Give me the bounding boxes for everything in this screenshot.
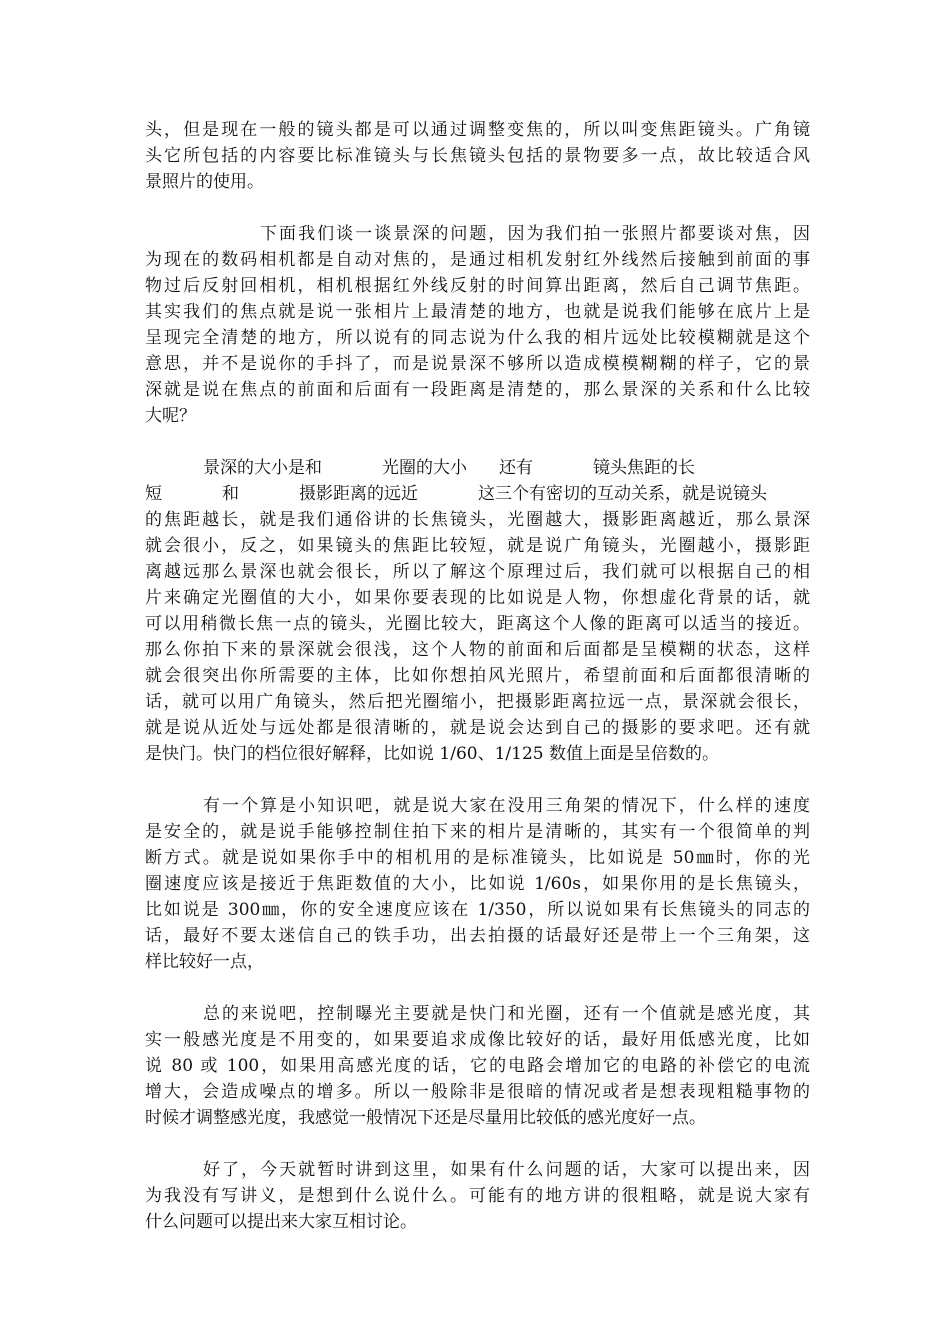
text-line: 样比较好一点， — [145, 952, 264, 972]
text-line: 比如说是 300㎜，你的安全速度应该在 1/350，所以说如果有长焦镜头的同志的 — [145, 900, 810, 920]
document-page — [145, 117, 810, 1261]
text-line: 为现在的数码相机都是自动对焦的，是通过相机发射红外线然后接触到前面的事 — [145, 250, 810, 270]
text-fragment: 短 — [145, 484, 162, 504]
paragraph-6 — [145, 1157, 810, 1235]
text-fragment: 这三个有密切的互动关系，就是说镜头 — [478, 484, 767, 504]
text-fragment: 镜头焦距的长 — [593, 458, 695, 478]
text-line: 增大，会造成噪点的增多。所以一般除非是很暗的情况或者是想表现粗糙事物的 — [145, 1082, 810, 1102]
text-line: 下面我们谈一谈景深的问题，因为我们拍一张照片都要谈对焦，因 — [260, 224, 810, 244]
text-line: 有一个算是小知识吧，就是说大家在没用三角架的情况下，什么样的速度 — [203, 796, 810, 816]
text-line: 时候才调整感光度，我感觉一般情况下还是尽量用比较低的感光度好一点。 — [145, 1108, 706, 1128]
text-line: 意思，并不是说你的手抖了，而是说景深不够所以造成模模糊糊的样子，它的景 — [145, 354, 810, 374]
text-line: 什么问题可以提出来大家互相讨论。 — [145, 1212, 417, 1232]
text-line: 断方式。就是说如果你手中的相机用的是标准镜头，比如说是 50㎜时，你的光 — [145, 848, 810, 868]
text-line: 物过后反射回相机，相机根据红外线反射的时间算出距离，然后自己调节焦距。 — [145, 276, 810, 296]
text-line — [145, 455, 810, 481]
text-fragment: 景深的大小是和 — [203, 458, 322, 478]
text-fragment: 光圈的大小 — [382, 458, 467, 478]
text-line: 为我没有写讲义，是想到什么说什么。可能有的地方讲的很粗略，就是说大家有 — [145, 1186, 810, 1206]
text-line: 头，但是现在一般的镜头都是可以通过调整变焦的，所以叫变焦距镜头。广角镜 — [145, 120, 810, 140]
text-fragment: 和 — [222, 484, 239, 504]
text-line: 话，就可以用广角镜头，然后把光圈缩小，把摄影距离拉远一点，景深就会很长， — [145, 692, 810, 712]
text-line: 总的来说吧，控制曝光主要就是快门和光圈，还有一个值就是感光度，其 — [203, 1004, 810, 1024]
text-line: 就会很小，反之，如果镜头的焦距比较短，就是说广角镜头，光圈越小，摄影距 — [145, 536, 810, 556]
text-fragment: 摄影距离的远近 — [299, 484, 418, 504]
text-line: 好了，今天就暂时讲到这里，如果有什么问题的话，大家可以提出来，因 — [203, 1160, 810, 1180]
text-line: 是安全的，就是说手能够控制住拍下来的相片是清晰的，其实有一个很简单的判 — [145, 822, 810, 842]
text-line: 那么你拍下来的景深就会很浅，这个人物的前面和后面都是呈模糊的状态，这样 — [145, 640, 810, 660]
text-line: 是快门。快门的档位很好解释，比如说 1/60、1/125 数值上面是呈倍数的。 — [145, 744, 719, 764]
paragraph-5 — [145, 1001, 810, 1131]
text-line: 景照片的使用。 — [145, 172, 264, 192]
text-fragment: 还有 — [499, 458, 533, 478]
text-line: 的焦距越长，就是我们通俗讲的长焦镜头，光圈越大，摄影距离越近，那么景深 — [145, 510, 810, 530]
text-line: 就是说从近处与远处都是很清晰的，就是说会达到自己的摄影的要求吧。还有就 — [145, 718, 810, 738]
text-line: 大呢？ — [145, 406, 196, 426]
text-line: 深就是说在焦点的前面和后面有一段距离是清楚的，那么景深的关系和什么比较 — [145, 380, 810, 400]
text-line: 圈速度应该是接近于焦距数值的大小，比如说 1/60s，如果你用的是长焦镜头， — [145, 874, 810, 894]
paragraph-3 — [145, 455, 810, 767]
text-line — [145, 481, 810, 507]
paragraph-2 — [145, 221, 810, 429]
text-line: 呈现完全清楚的地方，所以说有的同志说为什么我的相片远处比较模糊就是这个 — [145, 328, 810, 348]
paragraph-1 — [145, 117, 810, 195]
paragraph-4 — [145, 793, 810, 975]
text-line: 话，最好不要太迷信自己的铁手功，出去拍摄的话最好还是带上一个三角架，这 — [145, 926, 810, 946]
text-line: 头它所包括的内容要比标准镜头与长焦镜头包括的景物要多一点，故比较适合风 — [145, 146, 810, 166]
text-line: 离越远那么景深也就会很长，所以了解这个原理过后，我们就可以根据自己的相 — [145, 562, 810, 582]
text-line: 就会很突出你所需要的主体，比如你想拍风光照片，希望前面和后面都很清晰的 — [145, 666, 810, 686]
text-line: 片来确定光圈值的大小，如果你要表现的比如说是人物，你想虚化背景的话，就 — [145, 588, 810, 608]
text-line: 其实我们的焦点就是说一张相片上最清楚的地方，也就是说我们能够在底片上是 — [145, 302, 810, 322]
text-line: 可以用稍微长焦一点的镜头，光圈比较大，距离这个人像的距离可以适当的接近。 — [145, 614, 810, 634]
text-line: 说 80 或 100，如果用高感光度的话，它的电路会增加它的电路的补偿它的电流 — [145, 1056, 810, 1076]
text-line: 实一般感光度是不用变的，如果要追求成像比较好的话，最好用低感光度，比如 — [145, 1030, 810, 1050]
